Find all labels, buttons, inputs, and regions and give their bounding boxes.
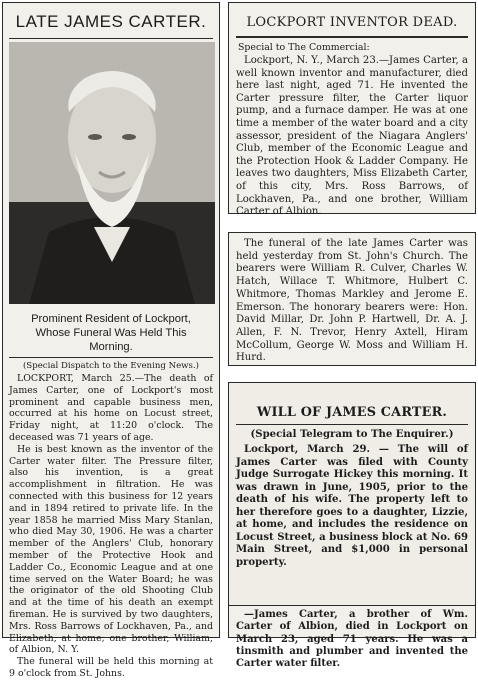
divider <box>236 424 468 425</box>
photo-caption: Prominent Resident of Lockport, Whose Funeral Was Held This Morning. <box>31 313 191 353</box>
paragraph: The funeral will be held this morning at 9 o'clock from St. Johns. <box>9 656 213 679</box>
divider <box>236 36 468 38</box>
clipping-brief <box>228 606 476 670</box>
clipping-funeral <box>228 232 476 366</box>
clipping-commercial <box>228 2 476 218</box>
dateline: Special to The Commercial: <box>238 42 370 53</box>
dateline: (Special Dispatch to the Evening News.) <box>22 361 200 371</box>
headline: LATE JAMES CARTER. <box>15 12 207 31</box>
headline: LOCKPORT INVENTOR DEAD. <box>246 15 458 30</box>
headline: WILL OF JAMES CARTER. <box>256 405 448 420</box>
article-body: —James Carter, a brother of Wm. Carter of Albion, died in Lockport on March 23, aged 71 years. He was a tinsmith and plumber and invented the Carter water filter. <box>236 609 468 670</box>
divider <box>9 357 213 358</box>
article-body: Lockport, March 29. — The will of James Carter was filed with County Judge Surrogate Hickey this morning. It was drawn in June, 1905, prior to the death of his wife. The property left to her therefore goes to a daughter, Lizzie, at home, and includes the residence on Locust Street, a business block at No. 69 Main Street, and $1,000 in personal property. <box>236 444 468 568</box>
article-body: The funeral of the late James Carter was held yesterday from St. John's Church. The bearers were William R. Culver, Charles W. Hatch, Willace T. Whitmore, Hulbert C. Whitmore, Thomas Markley and Jerome E. Emerson. The honorary bearers were: Hon. David Millar, Dr. John P. Hartwell, Dr. A. J. Allen, F. N. Trevor, Henry Axtell, Hiram McCollum, George W. Moss and William H. Hurd. <box>236 238 468 364</box>
dateline: (Special Telegram to The Enquirer.) <box>250 429 454 440</box>
paragraph: LOCKPORT, March 25.—The death of James Carter, one of Lockport's most prominent and capable business men, occurred at his home on Locust street, Friday night, at 11:20 o'clock. The deceased was 71 years of age. <box>9 373 213 443</box>
article-body: Lockport, N. Y., March 23.—James Carter, a well known inventor and manufacturer, died here last night, aged 71. He invented the Carter pressure filter, the Carter liquor pump, and a furnace damper. He was at one time a member of the water board and a city assessor, president of the Niagara Anglers' Club, member of the Economic League and the Protection Hook & Ladder Company. He leaves two daughters, Miss Elizabeth Carter, of this city, Mrs. Ross Barrows, of Lockhaven, Pa., and one brother, William Carter of Albion. <box>236 55 468 218</box>
paragraph: He is best known as the inventor of the Carter water filter. The Pressure filter, also his invention, is a great accomplishment in filtration. He was connected with this business for 12 years and in 1894 retired to private life. In the year 1858 he married Miss Mary Stanlan, who died May 30, 1906. He was a charter member of the Anglers' Club, honorary member of the Protective Hook and Ladder Co., Economic League and at one time served on the Water Board; he was the originator of the old Shooting Club and at the time of his death an exempt fireman. He is survived by two daughters, Mrs. Ross Barrows of Lockhaven, Pa., and Elizabeth, at home; one brother, William, of Albion, N. Y. <box>9 443 213 656</box>
divider <box>9 38 213 39</box>
clipping-enquirer <box>228 382 476 606</box>
clipping-evening-news <box>2 2 220 679</box>
portrait-photo <box>9 42 215 304</box>
portrait-of-man-icon <box>9 42 215 304</box>
